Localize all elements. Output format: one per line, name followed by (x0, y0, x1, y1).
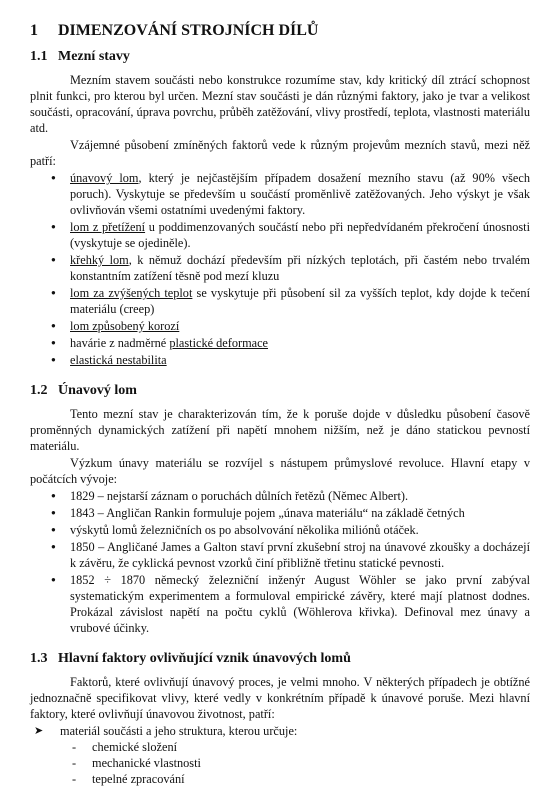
paragraph: Mezním stavem součásti nebo konstrukce rozumíme stav, kdy kritický díl ztrácí schopnost plnit funkci, pro kterou byl určen. Mezní stav součásti je dán různými faktory, jako je tvar a velikost součásti, opracování, úprava povrchu, průběh zatěžování, vlivy prostředí, teplota, vlastnosti materiálu atd. (30, 73, 530, 135)
list-item (30, 170, 530, 218)
list-item: - mechanické vlastnosti (30, 755, 530, 771)
list-item: ● 1843 – Angličan Rankin formuluje pojem „únava materiálu“ na základě četných (30, 505, 530, 521)
item-text: havárie z nadměrné (70, 336, 170, 350)
list-item: - chemické složení (30, 739, 530, 755)
list-item: ➤ materiál součásti a jeho struktura, kterou určuje: (30, 723, 530, 739)
section-number: 1.1 (30, 49, 48, 64)
paragraph: Výzkum únavy materiálu se rozvíjel s nástupem průmyslové revoluce. Hlavní etapy v počátcích vývoje: (30, 456, 530, 486)
item-text: , k němuž dochází především při nízkých teplotách, při častém nebo trvalém konstantním zatížení těsně pod mezí kluzu (70, 253, 530, 283)
list-item: - tepelné zpracování (30, 771, 530, 787)
list-item: ● 1850 – Angličané James a Galton staví první zkušební stroj na únavové zkoušky a docházejí k závěru, že cyklická pevnost vzorků činí přibližně třetinu statické pevnosti. (30, 539, 530, 571)
term: elastická nestabilita (70, 353, 167, 367)
section-heading-1-3 (30, 651, 530, 667)
term: lom způsobený korozí (70, 319, 180, 333)
list-item: ● 1829 – nejstarší záznam o poruchách důlních řetězů (Němec Albert). (30, 488, 530, 504)
list-item (30, 252, 530, 284)
chapter-title: DIMENZOVÁNÍ STROJNÍCH DÍLŮ (58, 22, 319, 39)
term: lom z přetížení (70, 220, 146, 234)
item-text: se vyskytuje při působení sil za vyšších teplot, kdy dojde k tečení materiálu (creep) (70, 286, 530, 316)
term: křehký lom (70, 253, 129, 267)
list-item (30, 219, 530, 251)
section-heading-1-2 (30, 383, 530, 399)
arrow-list (30, 723, 530, 739)
term: plastické deformace (169, 336, 269, 350)
section-heading-1-1 (30, 49, 530, 65)
paragraph: Faktorů, které ovlivňují únavový proces, je velmi mnoho. V některých případech je obtížné jednoznačně specifikovat vlivy, které vedly v konkrétním případě k únavové poruše. Mezi hlavní faktory, které ovlivňují únavovou životnost, patří: (30, 675, 530, 721)
term: lom za zvýšených teplot (70, 286, 193, 300)
section-title: Únavový lom (58, 383, 137, 398)
item-text: , který je nejčastějším případem dosažení mezního stavu (až 90% všech poruch). Vyskytuje se především u součástí proměnlivě zatěžovaných. Jeho výskyt je však ovlivňován všemi ostatními uvedenými faktory. (70, 171, 530, 217)
bullet-list (30, 170, 530, 368)
bullet-list (30, 488, 530, 636)
term: únavový lom (70, 171, 139, 185)
section-title: Mezní stavy (58, 49, 130, 64)
section-number: 1.2 (30, 383, 48, 398)
list-item (30, 318, 530, 334)
dash-list (30, 739, 530, 787)
list-item (30, 335, 530, 351)
chapter-number: 1 (30, 22, 38, 39)
paragraph: Tento mezní stav je charakterizován tím, že k poruše dojde v důsledku působení časově proměnných dynamických zatížení při napětí mnohem nižším, než je dáno statickou pevností materiálu. (30, 407, 530, 453)
list-item (30, 352, 530, 368)
list-item: ● výskytů lomů železničních os po absolvování několika miliónů otáček. (30, 522, 530, 538)
list-item (30, 285, 530, 317)
section-title: Hlavní faktory ovlivňující vznik únavových lomů (58, 651, 351, 666)
section-number: 1.3 (30, 651, 48, 666)
paragraph: Vzájemné působení zmíněných faktorů vede k různým projevům mezních stavů, mezi něž patří: (30, 138, 530, 168)
item-text: u poddimenzovaných součástí nebo při nepředvídaném překročení únosnosti (vyskytuje se ojediněle). (70, 220, 530, 250)
chapter-heading (30, 22, 530, 40)
list-item: ● 1852 ÷ 1870 německý železniční inženýr August Wöhler se jako první zabýval systematickým experimentem a formuloval empirické závěry, které mají platnost dodnes. Prokázal závislost napětí na počtu cyklů (Wöhlerova křivka). Definoval mez únavy a vrubové účinky. (30, 572, 530, 636)
